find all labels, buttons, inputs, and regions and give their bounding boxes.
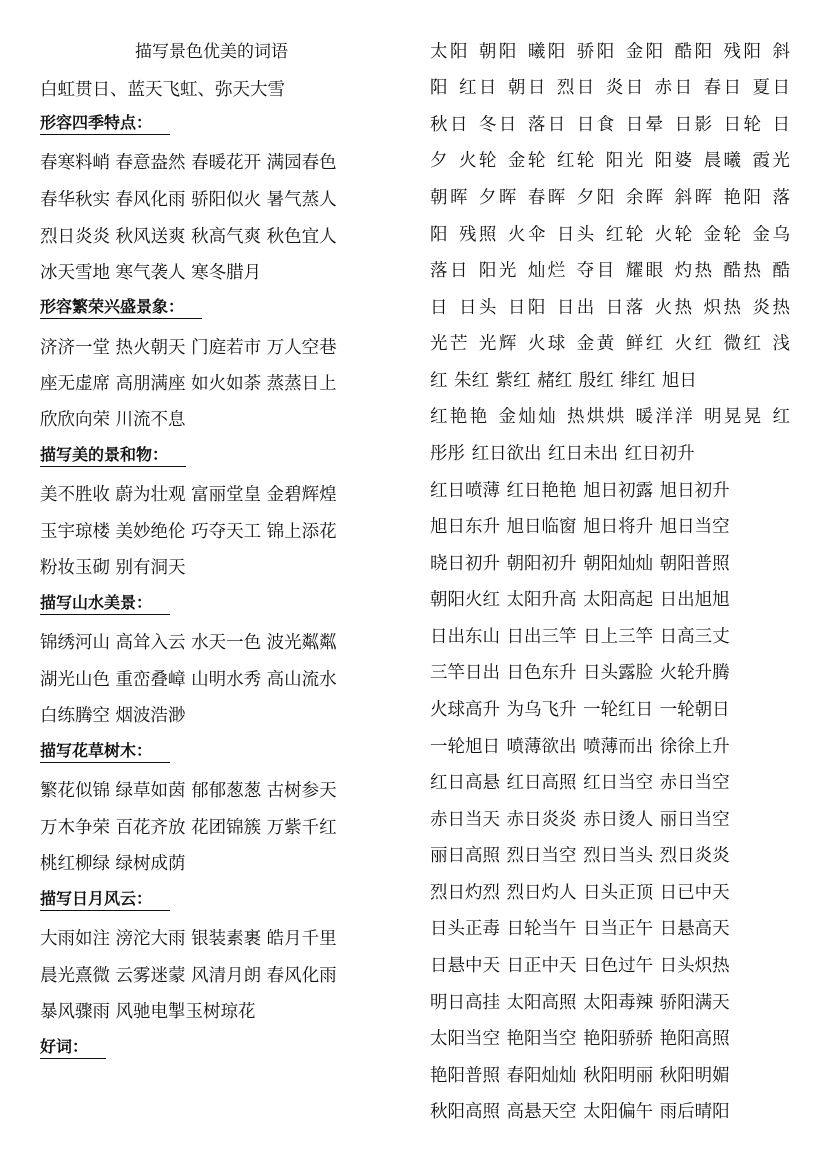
list-line: 彤彤 红日欲出 红日未出 红日初升 (430, 444, 695, 464)
section-heading-good-words (40, 1034, 106, 1060)
list-line: 粉妆玉砌 别有洞天 (40, 558, 186, 578)
heading-text: 描写日月风云： (40, 888, 170, 911)
list-line: 春寒料峭 春意盎然 春暖花开 满园春色 (40, 153, 337, 173)
list-line: 落日 阳光 灿烂 夺目 耀眼 灼热 酷热 酷 (430, 261, 790, 281)
heading-text: 描写花草树木： (40, 740, 170, 763)
list-line: 日悬中天 日正中天 日色过午 日头炽热 (430, 956, 730, 976)
list-line: 红艳艳 金灿灿 热烘烘 暖洋洋 明晃晃 红 (430, 407, 790, 427)
list-line: 日出东山 日出三竿 日上三竿 日高三丈 (430, 627, 730, 647)
heading-text: 形容繁荣兴盛景象： (40, 296, 202, 319)
list-line: 红日高悬 红日高照 红日当空 赤日当空 (430, 773, 730, 793)
heading-text: 好词： (40, 1036, 106, 1059)
list-line: 玉宇琼楼 美妙绝伦 巧夺天工 锦上添花 (40, 522, 337, 542)
section-heading-prosperity (40, 294, 202, 320)
list-line: 火球高升 为乌飞升 一轮红日 一轮朝日 (430, 700, 730, 720)
list-line: 红日喷薄 红日艳艳 旭日初露 旭日初升 (430, 481, 730, 501)
intro-line: 白虹贯日、蓝天飞虹、弥天大雪 (40, 80, 285, 100)
page-title: 描写景色优美的词语 (135, 42, 288, 62)
list-line: 丽日高照 烈日当空 烈日当头 烈日炎炎 (430, 846, 730, 866)
list-line: 白练腾空 烟波浩渺 (40, 706, 186, 726)
list-line: 暴风骤雨 风驰电掣玉树琼花 (40, 1002, 256, 1022)
list-line: 日头正毒 日轮当午 日当正午 日悬高天 (430, 919, 730, 939)
list-line: 锦绣河山 高耸入云 水天一色 波光粼粼 (40, 633, 337, 653)
list-line: 桃红柳绿 绿树成荫 (40, 854, 186, 874)
list-line: 座无虚席 高朋满座 如火如荼 蒸蒸日上 (40, 374, 337, 394)
list-line: 春华秋实 春风化雨 骄阳似火 暑气蒸人 (40, 190, 337, 210)
list-line: 晨光熹微 云雾迷蒙 风清月朗 春风化雨 (40, 966, 337, 986)
section-heading-beauty (40, 442, 186, 468)
list-line: 三竿日出 日色东升 日头露脸 火轮升腾 (430, 663, 730, 683)
list-line: 光芒 光辉 火球 金黄 鲜红 火红 微红 浅 (430, 334, 790, 354)
list-line: 红 朱红 紫红 赭红 殷红 绯红 旭日 (430, 371, 697, 391)
list-line: 赤日当天 赤日炎炎 赤日烫人 丽日当空 (430, 810, 730, 830)
list-line: 艳阳普照 春阳灿灿 秋阳明丽 秋阳明媚 (430, 1066, 730, 1086)
list-line: 阳 红日 朝日 烈日 炎日 赤日 春日 夏日 (430, 78, 790, 98)
list-line: 大雨如注 滂沱大雨 银装素裹 皓月千里 (40, 929, 337, 949)
list-line: 繁花似锦 绿草如茵 郁郁葱葱 古树参天 (40, 781, 337, 801)
heading-text: 形容四季特点： (40, 112, 170, 135)
list-line: 美不胜收 蔚为壮观 富丽堂皇 金碧辉煌 (40, 485, 337, 505)
list-line: 阳 残照 火伞 日头 红轮 火轮 金轮 金乌 (430, 225, 790, 245)
list-line: 朝晖 夕晖 春晖 夕阳 余晖 斜晖 艳阳 落 (430, 188, 790, 208)
list-line: 一轮旭日 喷薄欲出 喷薄而出 徐徐上升 (430, 737, 730, 757)
section-heading-weather (40, 886, 170, 912)
list-line: 万木争荣 百花齐放 花团锦簇 万紫千红 (40, 818, 337, 838)
list-line: 日 日头 日阳 日出 日落 火热 炽热 炎热 (430, 298, 790, 318)
heading-text: 描写山水美景： (40, 592, 170, 615)
list-line: 欣欣向荣 川流不息 (40, 410, 186, 430)
list-line: 晓日初升 朝阳初升 朝阳灿灿 朝阳普照 (430, 554, 730, 574)
list-line: 烈日灼烈 烈日灼人 日头正顶 日已中天 (430, 883, 730, 903)
list-line: 济济一堂 热火朝天 门庭若市 万人空巷 (40, 338, 337, 358)
list-line: 太阳当空 艳阳当空 艳阳骄骄 艳阳高照 (430, 1029, 730, 1049)
list-line: 旭日东升 旭日临窗 旭日将升 旭日当空 (430, 517, 730, 537)
list-line: 秋日 冬日 落日 日食 日晕 日影 日轮 日 (430, 115, 790, 135)
list-line: 夕 火轮 金轮 红轮 阳光 阳婆 晨曦 霞光 (430, 151, 790, 171)
section-heading-plants (40, 738, 170, 764)
section-heading-landscape (40, 590, 170, 616)
list-line: 朝阳火红 太阳升高 太阳高起 日出旭旭 (430, 590, 730, 610)
list-line: 太阳 朝阳 曦阳 骄阳 金阳 酷阳 残阳 斜 (430, 42, 790, 62)
heading-text: 描写美的景和物： (40, 444, 186, 467)
list-line: 烈日炎炎 秋风送爽 秋高气爽 秋色宜人 (40, 227, 337, 247)
section-heading-seasons (40, 110, 170, 136)
list-line: 冰天雪地 寒气袭人 寒冬腊月 (40, 263, 262, 283)
list-line: 明日高挂 太阳高照 太阳毒辣 骄阳满天 (430, 993, 730, 1013)
list-line: 秋阳高照 高悬天空 太阳偏午 雨后晴阳 (430, 1102, 730, 1122)
list-line: 湖光山色 重峦叠嶂 山明水秀 高山流水 (40, 670, 337, 690)
